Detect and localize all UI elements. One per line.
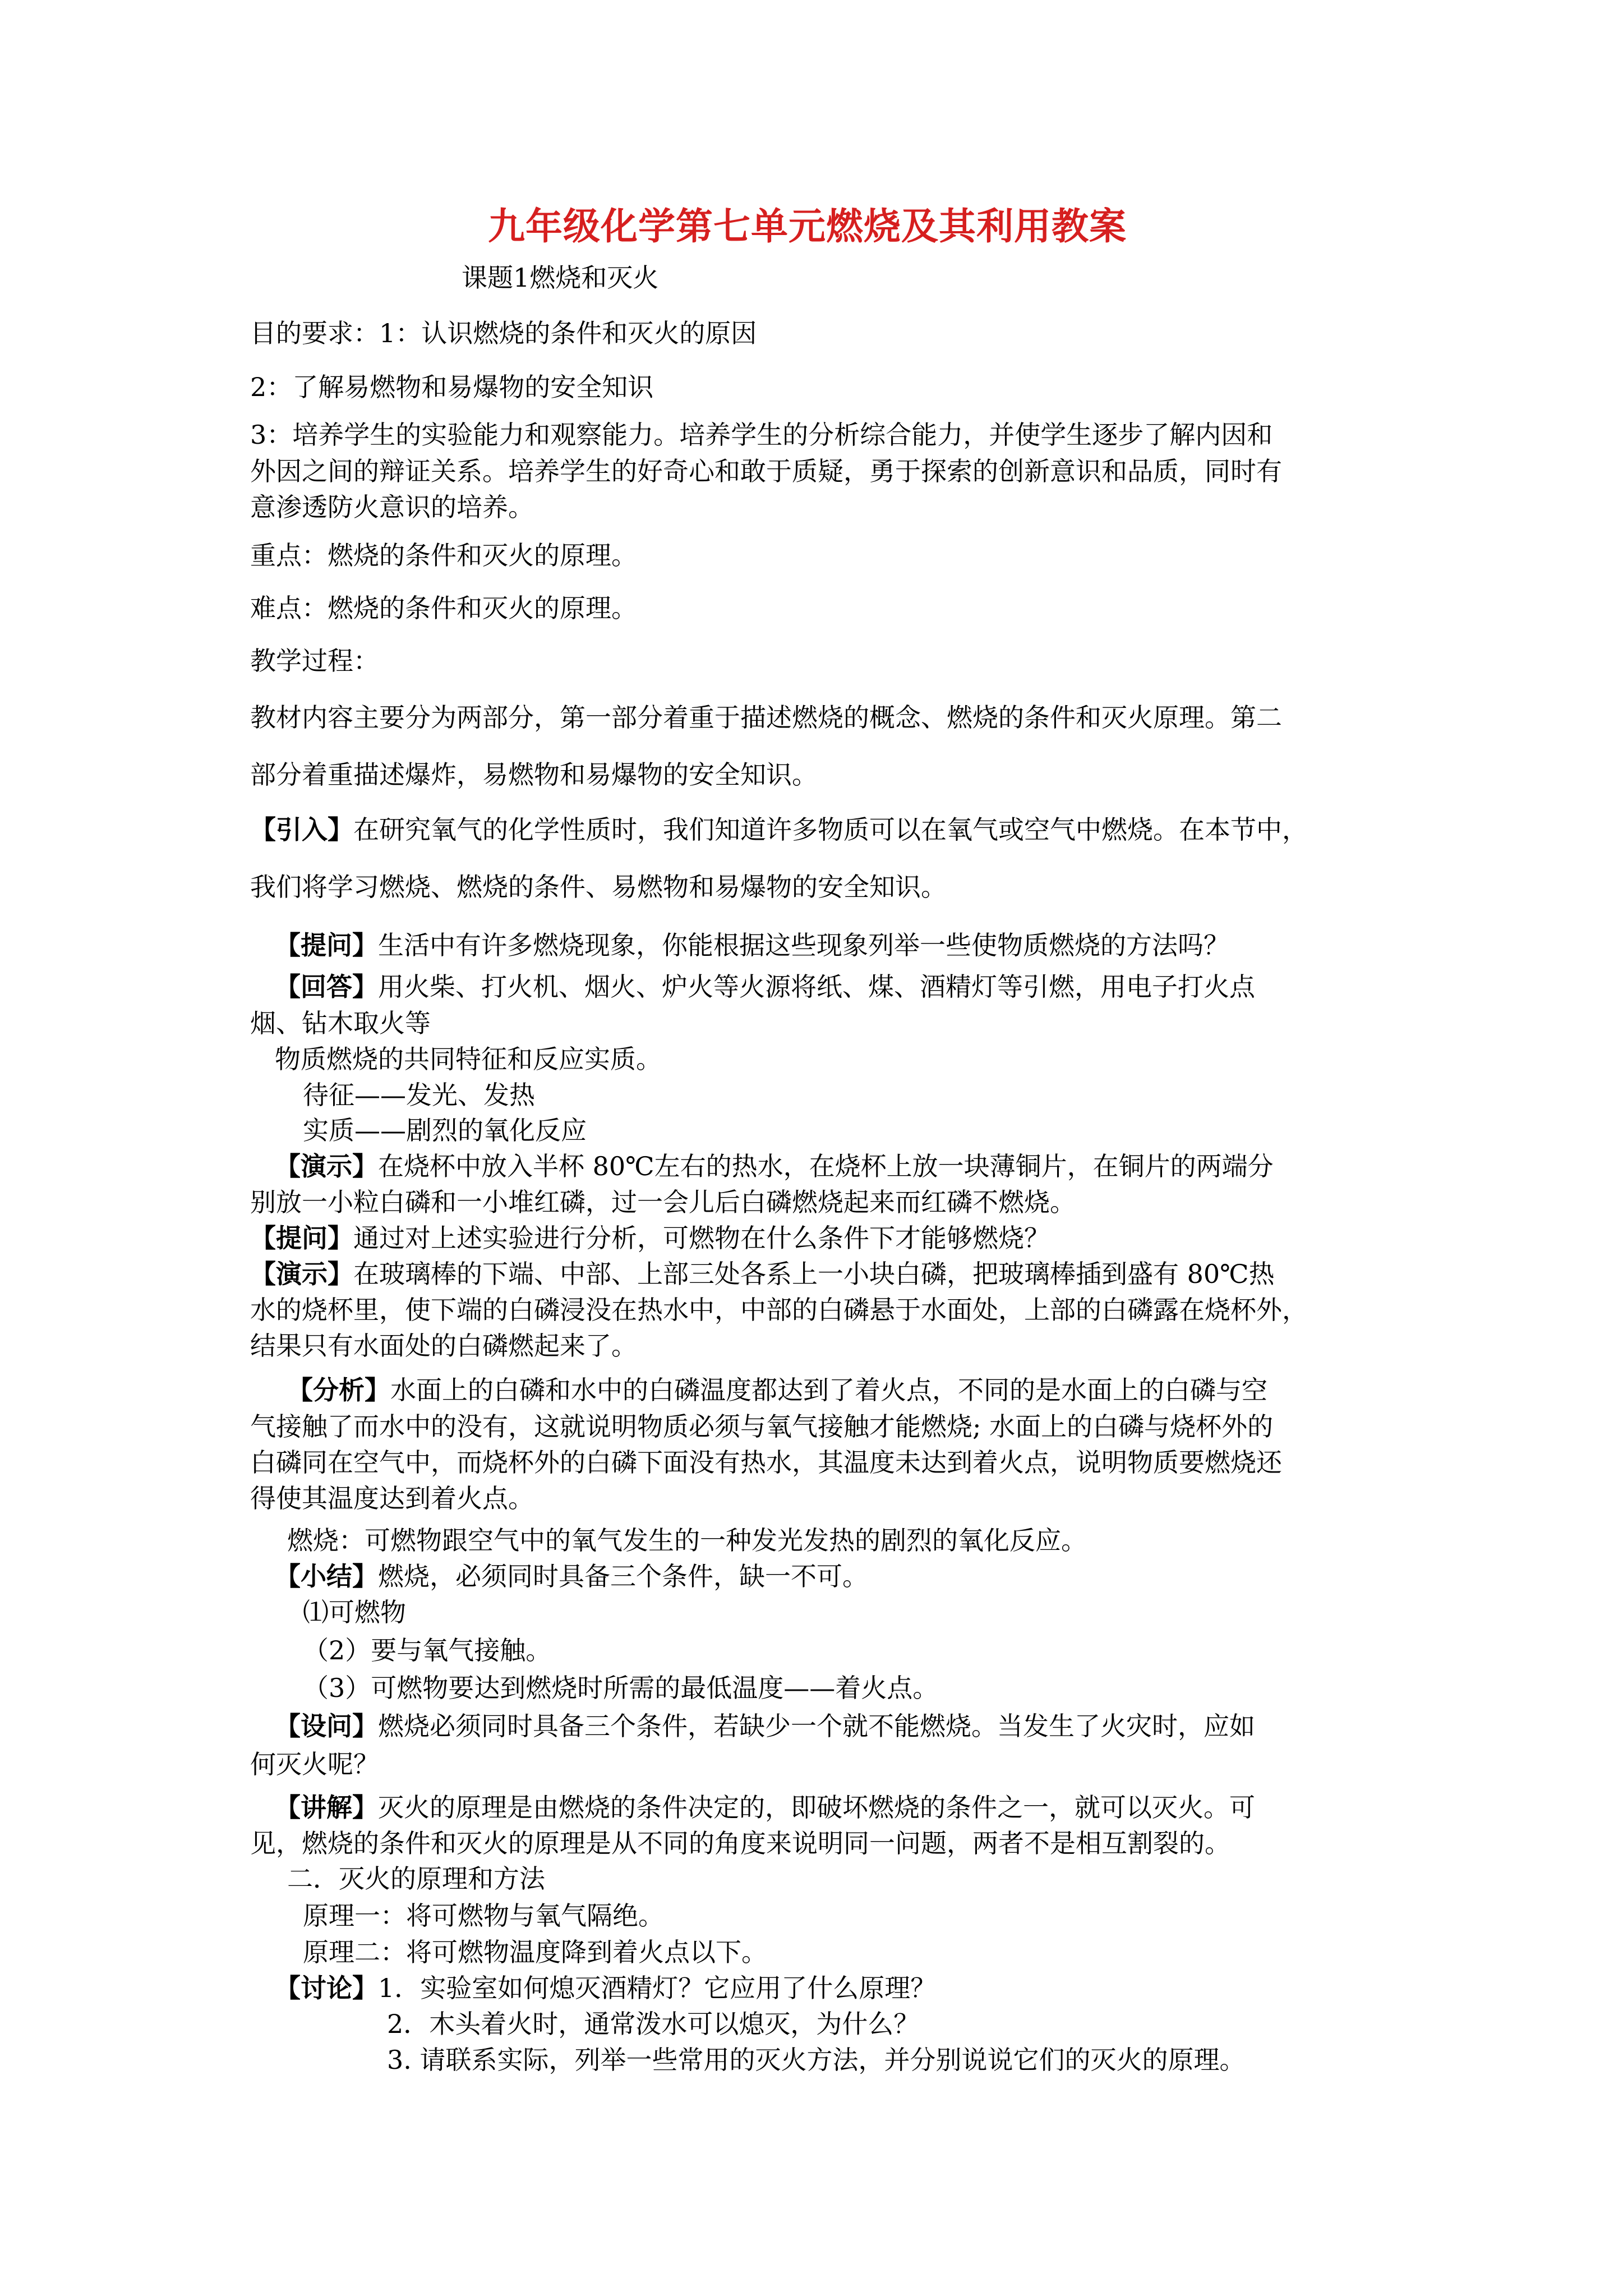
line-text: 通过对上述实验进行分析，可燃物在什么条件下才能够燃烧？	[353, 1223, 1050, 1253]
section-tag: 【小结】	[275, 1561, 378, 1591]
line-23: 水的烧杯里，使下端的白磷浸没在热水中，中部的白磷悬于水面处，上部的白磷露在烧杯外，	[250, 1295, 1308, 1325]
line-43: 3. 请联系实际，列举一些常用的灭火方法，并分别说说它们的灭火的原理。	[387, 2045, 1246, 2075]
line-25	[287, 1373, 1267, 1407]
line-text: 水面上的白磷和水中的白磷温度都达到了着火点，不同的是水面上的白磷与空	[390, 1375, 1267, 1405]
line-38: 二．灭火的原理和方法	[287, 1864, 545, 1894]
line-text: 在研究氧气的化学性质时，我们知道许多物质可以在氧气或空气中燃烧。在本节中，	[353, 815, 1308, 845]
line-26: 气接触了而水中的没有，这就说明物质必须与氧气接触才能燃烧; 水面上的白磷与烧杯外的	[250, 1411, 1274, 1442]
line-36	[275, 1791, 1255, 1824]
line-35: 何灭火呢？	[250, 1749, 379, 1779]
line-9: 教材内容主要分为两部分，第一部分着重于描述燃烧的概念、燃烧的条件和灭火原理。第二	[250, 702, 1282, 733]
line-27: 白磷同在空气中，而烧杯外的白磷下面没有热水，其温度未达到着火点，说明物质要燃烧还	[250, 1447, 1282, 1478]
line-30	[275, 1559, 868, 1593]
line-31: ⑴可燃物	[303, 1597, 406, 1627]
line-text: 生活中有许多燃烧现象，你能根据这些现象列举一些使物质燃烧的方法吗？	[378, 930, 1229, 960]
line-29: 燃烧：可燃物跟空气中的氧气发生的一种发光发热的剧烈的氧化反应。	[287, 1525, 1087, 1556]
line-17: 待征——发光、发热	[303, 1080, 535, 1110]
line-8: 教学过程：	[250, 646, 379, 676]
line-1: 目的要求：1：认识燃烧的条件和灭火的原因	[250, 318, 757, 348]
section-tag: 【讲解】	[275, 1792, 378, 1823]
lesson-subtitle: 课题1燃烧和灭火	[462, 263, 659, 293]
line-21	[250, 1221, 1050, 1255]
section-tag: 【引入】	[250, 815, 353, 845]
section-tag: 【设问】	[275, 1711, 378, 1741]
line-28: 得使其温度达到着火点。	[250, 1483, 534, 1513]
line-text: 灭火的原理是由燃烧的条件决定的，即破坏燃烧的条件之一，就可以灭火。可	[378, 1792, 1255, 1823]
line-3: 3：培养学生的实验能力和观察能力。培养学生的分析综合能力，并使学生逐步了解内因和	[250, 420, 1273, 450]
line-22	[250, 1257, 1275, 1291]
line-41	[275, 1971, 936, 2005]
section-tag: 【回答】	[275, 972, 378, 1002]
line-16: 物质燃烧的共同特征和反应实质。	[275, 1044, 662, 1074]
line-text: 用火柴、打火机、烟火、炉火等火源将纸、煤、酒精灯等引燃，用电子打火点	[378, 972, 1255, 1002]
line-4: 外因之间的辩证关系。培养学生的好奇心和敢于质疑，勇于探索的创新意识和品质，同时有	[250, 456, 1282, 486]
document-title: 九年级化学第七单元燃烧及其利用教案	[488, 204, 1127, 248]
section-tag: 【提问】	[275, 930, 378, 960]
line-text: 1．实验室如何熄灭酒精灯？它应用了什么原理？	[378, 1973, 937, 2003]
line-text: 燃烧必须同时具备三个条件，若缺少一个就不能燃烧。当发生了火灾时，应如	[378, 1711, 1255, 1741]
line-34	[275, 1709, 1255, 1743]
line-13	[275, 928, 1229, 962]
line-11	[250, 813, 1308, 846]
line-32: （2）要与氧气接触。	[303, 1635, 552, 1665]
line-40: 原理二：将可燃物温度降到着火点以下。	[303, 1937, 767, 1967]
line-2: 2：了解易燃物和易爆物的安全知识	[250, 372, 654, 402]
line-text: 在烧杯中放入半杯 80℃左右的热水，在烧杯上放一块薄铜片，在铜片的两端分	[378, 1151, 1274, 1181]
section-tag: 【分析】	[287, 1375, 390, 1405]
line-20: 别放一小粒白磷和一小堆红磷，过一会儿后白磷燃烧起来而红磷不燃烧。	[250, 1187, 1076, 1217]
line-33: （3）可燃物要达到燃烧时所需的最低温度——着火点。	[303, 1673, 939, 1703]
line-24: 结果只有水面处的白磷燃起来了。	[250, 1331, 637, 1361]
line-6: 重点：燃烧的条件和灭火的原理。	[250, 540, 637, 570]
section-tag: 【讨论】	[275, 1973, 378, 2003]
section-tag: 【演示】	[275, 1151, 378, 1181]
line-text: 燃烧，必须同时具备三个条件，缺一不可。	[378, 1561, 868, 1591]
line-39: 原理一：将可燃物与氧气隔绝。	[303, 1901, 664, 1931]
line-12: 我们将学习燃烧、燃烧的条件、易燃物和易爆物的安全知识。	[250, 872, 947, 902]
line-text: 在玻璃棒的下端、中部、上部三处各系上一小块白磷，把玻璃棒插到盛有 80℃热	[353, 1259, 1275, 1289]
line-10: 部分着重描述爆炸，易燃物和易爆物的安全知识。	[250, 760, 818, 790]
line-14	[275, 970, 1255, 1004]
line-19	[275, 1149, 1274, 1183]
line-15: 烟、钻木取火等	[250, 1008, 431, 1038]
line-18: 实质——剧烈的氧化反应	[303, 1115, 587, 1145]
section-tag: 【提问】	[250, 1223, 353, 1253]
line-7: 难点：燃烧的条件和灭火的原理。	[250, 593, 637, 623]
line-5: 意渗透防火意识的培养。	[250, 492, 534, 522]
line-37: 见，燃烧的条件和灭火的原理是从不同的角度来说明同一问题，两者不是相互割裂的。	[250, 1828, 1230, 1858]
line-42: 2．木头着火时，通常泼水可以熄灭，为什么？	[387, 2009, 920, 2039]
section-tag: 【演示】	[250, 1259, 353, 1289]
